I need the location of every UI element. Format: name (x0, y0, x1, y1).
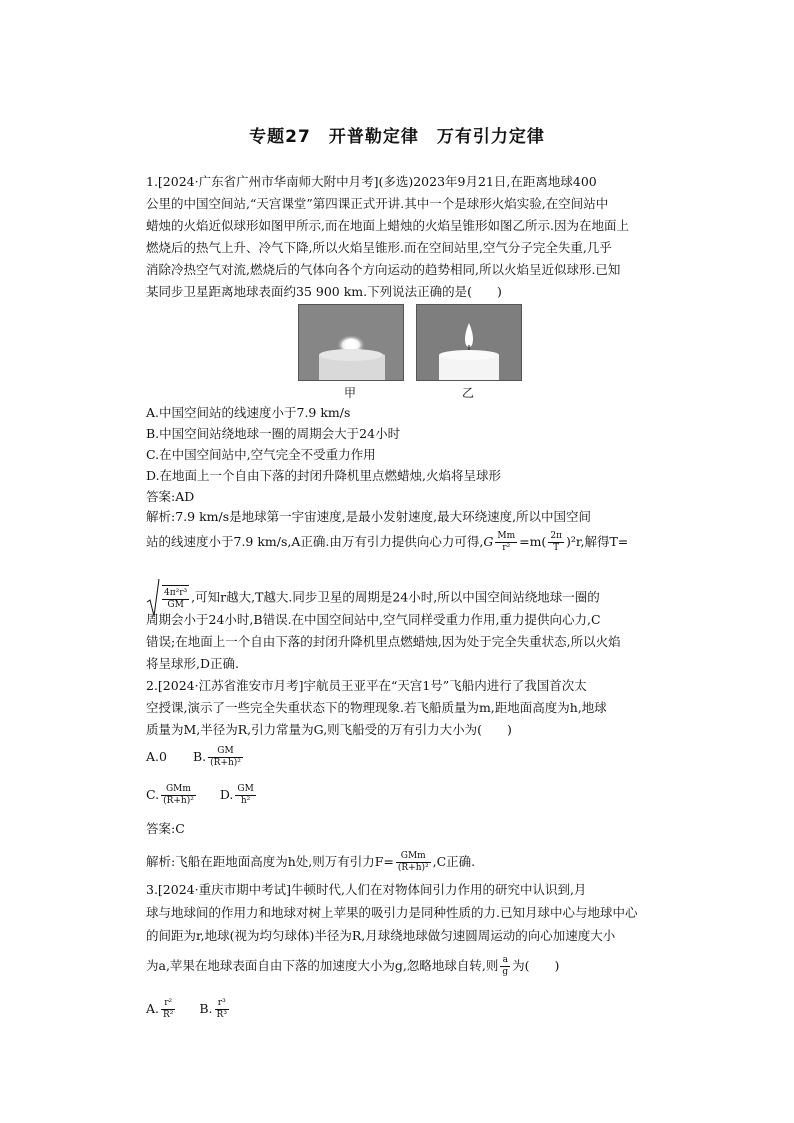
q2-line-2: 空授课,演示了一些完全失重状态下的物理现象.若飞船质量为m,距地面高度为h,地球 (146, 700, 607, 715)
q1-analysis-line-6: 将呈球形,D正确. (146, 656, 239, 671)
frac-den: (R+h)² (163, 796, 194, 806)
q3-line-4-text-b: 为( ) (512, 958, 560, 973)
frac-num: GMm (396, 851, 431, 863)
q2-option-c-label: C. (146, 787, 160, 802)
figure-label-b: 乙 (461, 386, 474, 400)
frac-num: 4π²r³ (164, 588, 188, 598)
q3-frac-a-g (500, 955, 510, 978)
q3-line-4-text-a: 为a,苹果在地球表面自由下落的加速度大小为g,忽略地球自转,则 (146, 958, 499, 973)
page-title: 专题27 开普勒定律 万有引力定律 (249, 127, 545, 147)
q1-option-c: C.在中国空间站中,空气完全不受重力作用 (146, 447, 376, 462)
q1-analysis-line-5: 错误;在地面上一个自由下落的封闭升降机里点燃蜡烛,因为处于完全失重状态,所以火焰 (146, 634, 621, 649)
q1-analysis-eq: =m( (519, 534, 547, 549)
frac-den: T (553, 543, 560, 553)
q2-options-row-1 (146, 746, 245, 769)
q2-line-1: 2.[2024·江苏省淮安市月考]宇航员王亚平在“天宫1号”飞船内进行了我国首次太 (146, 678, 587, 693)
q1-line-3: 蜡烛的火焰近似球形如图甲所示,而在地面上蜡烛的火焰呈锥形如图乙所示.因为在地面上 (146, 218, 629, 233)
q2-options-row-2 (146, 784, 258, 807)
q1-line-6: 某同步卫星距离地球表面约35 900 km.下列说法正确的是( ) (146, 284, 502, 299)
q3-option-b-label: B. (199, 1001, 213, 1016)
q1-answer: 答案:AD (146, 489, 195, 504)
q3-line-3: 的间距为r,地球(视为均匀球体)半径为R,月球绕地球做匀速圆周运动的向心加速度大小 (146, 928, 616, 943)
q2-option-d-label: D. (219, 787, 234, 802)
q1-line-2: 公里的中国空间站,“天宫课堂”第四课正式开讲.其中一个是球形火焰实验,在空间站中 (146, 196, 609, 211)
frac-num: Mm (497, 531, 516, 541)
frac-den: g (502, 967, 509, 977)
q1-analysis-line-1: 解析:7.9 km/s是地球第一宇宙速度,是最小发射速度,最大环绕速度,所以中国空间 (146, 509, 592, 524)
q1-option-d: D.在地面上一个自由下落的封闭升降机里点燃蜡烛,火焰将呈球形 (146, 468, 502, 483)
figure-candle-spherical-flame (298, 304, 404, 381)
frac-den: R² (163, 1010, 174, 1020)
q2-option-c-frac (161, 784, 196, 807)
frac-num: GM (237, 784, 254, 794)
q1-line-4: 燃烧后的热气上升、冷气下降,所以火焰呈锥形.而在空间站里,空气分子完全失重,几乎 (146, 240, 612, 255)
sqrt-frac (162, 585, 189, 611)
frac-den: (R+h)² (210, 758, 241, 768)
q1-option-a: A.中国空间站的线速度小于7.9 km/s (146, 405, 351, 420)
q2-line-3: 质量为M,半径为R,引力常量为G,则飞船受的万有引力大小为( ) (146, 722, 512, 737)
frac-den: r² (502, 543, 511, 553)
q3-option-a-label: A. (146, 1001, 160, 1016)
q1-analysis-text-3: ,可知r越大,T越大.同步卫星的周期是24小时,所以中国空间站绕地球一圈的 (191, 589, 600, 605)
candle-cone-icon (417, 305, 521, 380)
q1-line-1: 1.[2024·广东省广州市华南师大附中月考](多选)2023年9月21日,在距离地球400 (146, 174, 597, 189)
q2-option-b-label: B. (192, 749, 207, 764)
q1-option-b: B.中国空间站绕地球一圈的周期会大于24小时 (146, 426, 401, 441)
frac-num: GMm (161, 784, 196, 796)
frac-num: r³ (215, 998, 229, 1010)
frac-den: GM (167, 600, 184, 610)
frac-num: 2π (550, 531, 562, 541)
q1-line-5: 消除冷热空气对流,燃烧后的气体向各个方向运动的趋势相同,所以火焰呈近似球形.已知 (146, 262, 621, 277)
q1-analysis-text-2a: 站的线速度小于7.9 km/s,A正确.由万有引力提供向心力可得, (146, 534, 484, 549)
candle-spherical-icon (299, 305, 403, 380)
q2-analysis-text-b: ,C正确. (432, 854, 476, 869)
q2-analysis (146, 851, 475, 874)
q3-line-1: 3.[2024·重庆市期中考试]牛顿时代,人们在对物体间引力作用的研究中认识到,月 (146, 882, 587, 897)
q2-option-d-frac (235, 784, 255, 807)
frac-den: h² (240, 796, 251, 806)
frac-num: r² (161, 998, 175, 1010)
figure-candle-cone-flame (416, 304, 522, 381)
q3-option-b-frac (215, 998, 229, 1021)
q1-analysis-line-4: 周期会小于24小时,B错误.在中国空间站中,空气同样受重力作用,重力提供向心力,C (146, 612, 601, 627)
q3-option-a-frac (161, 998, 175, 1021)
q2-analysis-frac (396, 851, 431, 874)
q1-analysis-line-2: 站的线速度小于7.9 km/s,A正确.由万有引力提供向心力可得,G $\frac{Mm}{\text{r²}}$ =m( $\frac{2\pi}{T}$ )²r,解得T= (146, 531, 629, 553)
frac-den: R³ (216, 1010, 227, 1020)
q3-line-4 (146, 955, 559, 978)
q2-answer: 答案:C (146, 821, 185, 836)
frac-num: a (500, 955, 510, 967)
q1-frac-2pi-t (548, 531, 564, 554)
q2-analysis-text-a: 解析:飞船在距地面高度为h处,则万有引力F= (146, 854, 394, 869)
q1-analysis-text-2b: )²r,解得T= (565, 534, 629, 549)
q1-frac-mm-r2 (495, 531, 517, 554)
q3-line-2: 球与地球间的作用力和地球对树上苹果的吸引力是同种性质的力.已知月球中心与地球中心 (146, 905, 638, 920)
frac-den: (R+h)² (397, 863, 429, 873)
figure-label-a: 甲 (343, 386, 356, 400)
q2-option-b-frac (208, 746, 243, 769)
q3-options-row (146, 998, 231, 1021)
q2-option-a: A.0 (146, 749, 167, 764)
frac-num: GM (208, 746, 243, 758)
